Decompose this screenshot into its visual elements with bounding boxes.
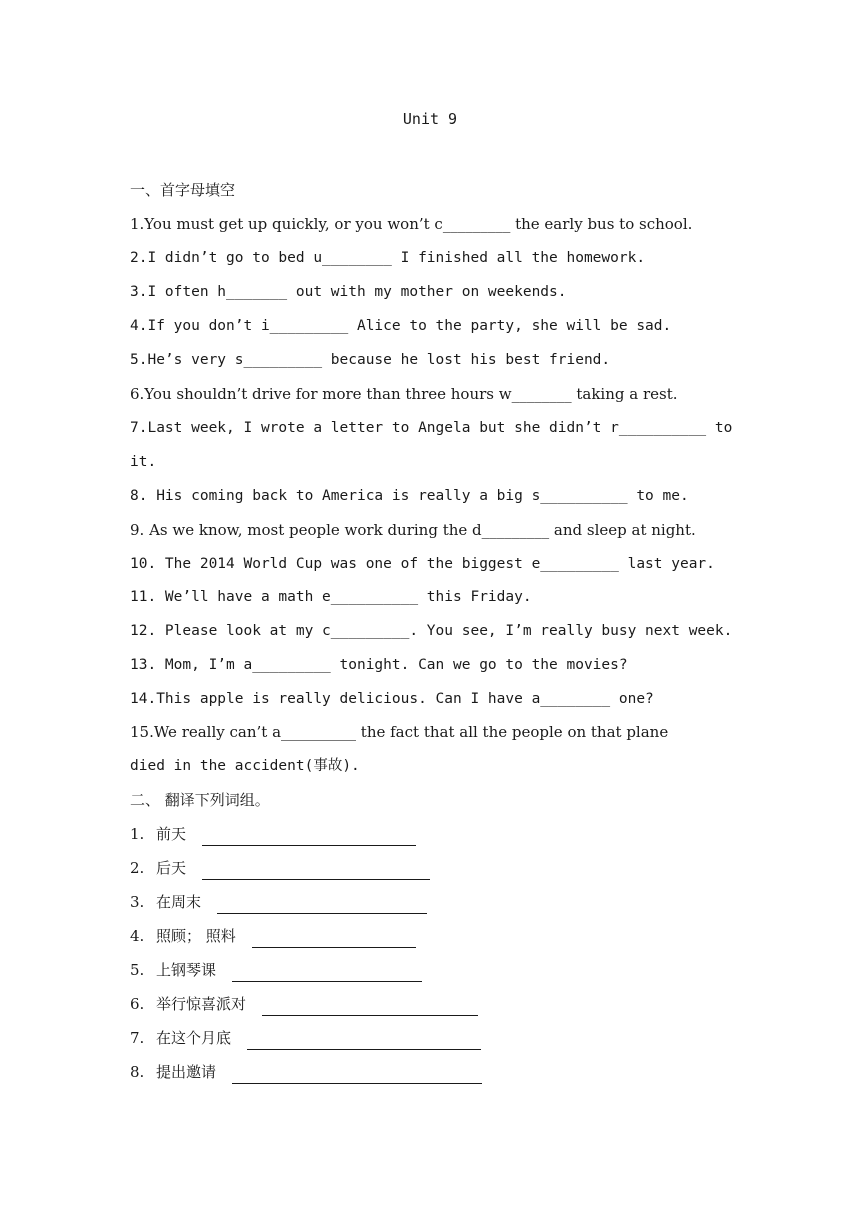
vocab-item (130, 992, 478, 1016)
question-7-line2: it. (130, 454, 157, 470)
question-15-line2: died in the accident(事故). (130, 758, 360, 774)
answer-blank[interactable] (262, 997, 478, 1016)
vocab-number: 2. (130, 859, 145, 877)
answer-blank[interactable] (252, 929, 416, 948)
question-13: 13. Mom, I’m a_________ tonight. Can we go to the movies? (130, 657, 628, 673)
answer-blank[interactable] (217, 895, 427, 914)
answer-blank[interactable] (202, 861, 430, 880)
vocab-number: 8. (130, 1063, 145, 1081)
vocab-item (130, 924, 416, 948)
question-11: 11. We’ll have a math e__________ this Friday. (130, 589, 532, 605)
question-8: 8. His coming back to America is really a big s__________ to me. (130, 488, 689, 504)
vocab-text: 后天 (156, 859, 187, 877)
question-5: 5.He’s very s_________ because he lost his best friend. (130, 352, 611, 368)
vocab-number: 1. (130, 825, 145, 843)
question-4: 4.If you don’t i_________ Alice to the party, she will be sad. (130, 318, 672, 334)
question-12: 12. Please look at my c_________. You see, I’m really busy next week. (130, 623, 733, 639)
vocab-text: 在周末 (156, 893, 202, 911)
vocab-text: 举行惊喜派对 (156, 995, 247, 1013)
answer-blank[interactable] (232, 963, 422, 982)
question-6: 6.You shouldn’t drive for more than three hours w________ taking a rest. (130, 385, 678, 403)
vocab-text: 上钢琴课 (156, 961, 217, 979)
vocab-number: 6. (130, 995, 145, 1013)
question-1: 1.You must get up quickly, or you won’t c_________ the early bus to school. (130, 215, 693, 233)
vocab-text: 照顾； 照料 (156, 927, 236, 945)
vocab-item (130, 856, 430, 880)
question-15-line1: 15.We really can’t a__________ the fact that all the people on that plane (130, 723, 669, 741)
answer-blank[interactable] (232, 1065, 482, 1084)
vocab-number: 3. (130, 893, 145, 911)
vocab-item (130, 1026, 481, 1050)
vocab-item (130, 958, 422, 982)
vocab-item (130, 1060, 482, 1084)
vocab-number: 7. (130, 1029, 145, 1047)
answer-blank[interactable] (247, 1031, 481, 1050)
vocab-number: 4. (130, 927, 145, 945)
vocab-number: 5. (130, 961, 145, 979)
question-3: 3.I often h_______ out with my mother on weekends. (130, 284, 567, 300)
question-2: 2.I didn’t go to bed u________ I finished all the homework. (130, 250, 646, 266)
vocab-text: 前天 (156, 825, 187, 843)
vocab-text: 提出邀请 (156, 1063, 217, 1081)
question-7-line1: 7.Last week, I wrote a letter to Angela but she didn’t r__________ to (130, 420, 733, 436)
answer-blank[interactable] (202, 827, 416, 846)
vocab-item (130, 890, 427, 914)
section2-heading: 二、 翻译下列词组。 (130, 791, 270, 809)
question-10: 10. The 2014 World Cup was one of the biggest e_________ last year. (130, 556, 715, 572)
vocab-item (130, 822, 416, 846)
page-title: Unit 9 (402, 110, 458, 128)
question-14: 14.This apple is really delicious. Can I have a________ one? (130, 691, 654, 707)
section1-heading: 一、首字母填空 (130, 181, 236, 199)
question-9: 9. As we know, most people work during the d_________ and sleep at night. (130, 521, 696, 539)
vocab-text: 在这个月底 (156, 1029, 232, 1047)
